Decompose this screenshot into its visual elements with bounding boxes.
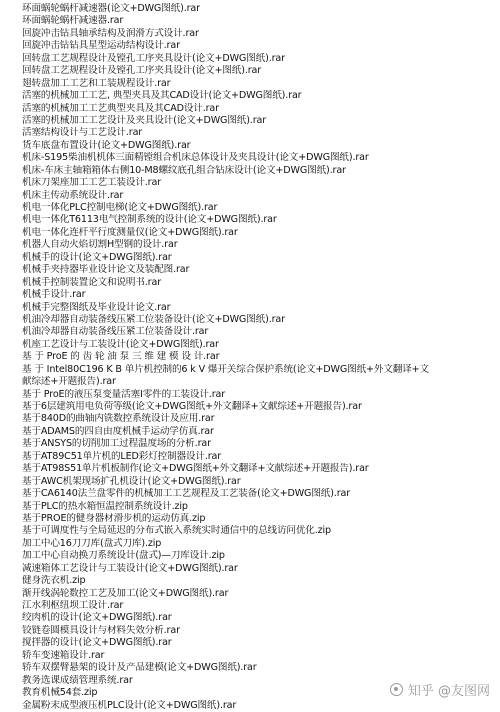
file-list (22, 3, 490, 712)
file-list-item: 机床-S195柴油机机体三面精镗组合机床总体设计及夹具设计(论文+DWG图纸).rar (22, 152, 369, 164)
file-list-item: 翅转盘加工工艺和工装规程设计.rar (22, 77, 171, 89)
file-list-item: 机械手夹持器毕业设计论文及装配图.rar (22, 264, 190, 276)
file-list-item: 献综述+开题报告).rar (22, 376, 116, 388)
file-list-item: 基于CA6140法兰盘零件的机械加工工艺规程及工艺装备(论文+DWG图纸).rar (22, 488, 351, 500)
file-list-item: 基于 ProE的液压泵变量活塞Ⅰ零件的工装设计.rar (22, 388, 226, 400)
file-list-item: 机器人自动火焰切割H型钢的设计.rar (22, 239, 178, 251)
file-list-item: 基于PROE的健身器材滑步机的运动仿真.zip (22, 512, 206, 524)
file-list-item: 江水利枢纽坝工设计.rar (22, 600, 124, 611)
file-list-item: 金属粉末成型液压机PLC设计(论文+DWG图纸).rar (22, 699, 237, 711)
file-list-item: 基于可调度性与全局延迟的分布式嵌入系统实时通信中的总线访问优化.zip (22, 525, 331, 537)
file-list-item: 机械手的设计(论文+DWG图纸).rar (22, 251, 172, 263)
file-list-item: 搅拌器的设计(论文+DWG图纸).rar (22, 637, 172, 649)
file-list-item: 基于840D的曲轴内铣数控系统设计及应用.rar (22, 413, 215, 425)
file-list-item: 绞肉机的设计(论文+DWG图纸).rar (22, 612, 172, 624)
file-list-item: 基于PLC的热水箱恒温控制系统设计.zip (22, 500, 188, 512)
watermark-text: 知乎 @友图网 (407, 684, 490, 699)
file-list-item: 基于AWC机架现场扩孔机设计(论文+DWG图纸).rar (22, 475, 241, 487)
file-list-item: 基 于 ProE 的 齿 轮 油 泵 三 维 建 模 设 计.rar (22, 351, 220, 363)
file-list-item: 环面蜗轮蜗杆减速器(论文+DWG图纸).rar (22, 3, 200, 14)
file-list-item: 加工中心自动换刀系统设计(盘式)—刀库设计.zip (22, 550, 225, 562)
magnifier-circle-icon (390, 683, 403, 696)
file-list-item: 轿车双摆臂悬架的设计及产品建模(论文+DWG图纸).rar (22, 662, 257, 674)
file-list-item: 基于ANSYS的切削加工过程温度场的分析.rar (22, 438, 211, 450)
file-list-item: 机床刀架座加工工艺工装设计.rar (22, 177, 161, 189)
file-list-item: 机械手完整图纸及毕业设计论文.rar (22, 301, 171, 313)
file-list-item: 货车底盘布置设计(论文+DWG图纸).rar (22, 139, 191, 151)
file-list-item: 教务选课成绩管理系统.rar (22, 674, 133, 686)
file-list-item: 加工中心16刀刀库(盘式刀库).zip (22, 537, 162, 549)
file-list-item: 基于6层建筑用电负荷等级(论文+DWG图纸+外文翻译+文献综述+开题报告).rar (22, 401, 362, 412)
file-list-item: 机床主传动系统设计.rar (22, 189, 124, 201)
file-list-item: 机械手设计.rar (22, 289, 86, 301)
file-list-item: 机油冷却器自动装备线压紧工位装备设计(论文+DWG图纸).rar (22, 313, 285, 325)
file-list-item: 基 于 Intel80C196 K B 单片机控制的6 k V 爆开关综合保护系统(论文+DWG图纸+外文翻译+文 (22, 363, 430, 375)
file-list-item: 机床-车床主轴箱箱体右侧10-M8螺纹底孔组合钻床设计(论文+DWG图纸).rar (22, 164, 346, 176)
file-list-item: 基于AT89C51单片机的LED彩灯控制器设计.rar (22, 450, 222, 462)
file-list-item: 机座工艺设计与工装设计(论文+DWG图纸).rar (22, 338, 219, 350)
file-list-item: 机电一体化PLC控制电梯(论文+DWG图纸).rar (22, 202, 218, 213)
file-list-item: 机电一体化连杆平行度测量仪(论文+DWG图纸).rar (22, 226, 238, 238)
file-list-item: 渐开线涡轮数控工艺及加工(论文+DWG图纸).rar (22, 587, 229, 599)
file-list-item: 轿车变速箱设计.rar (22, 649, 105, 661)
file-list-item: 教育机械54套.zip (22, 687, 98, 699)
file-list-item: 环面蜗轮蜗杆减速器.rar (22, 15, 124, 27)
file-list-item: 活塞的机械加工工艺典型夹具及其CAD设计.rar (22, 102, 219, 114)
file-list-item: 回旋冲击钻钻具星型运动结构设计.rar (22, 40, 180, 52)
file-list-item: 活塞的机械加工工艺, 典型夹具及其CAD设计(论文+DWG图纸).rar (22, 90, 302, 102)
file-list-item: 回转盘工艺规程设计及镗孔工序夹具设计(论文+DWG图纸).rar (22, 52, 285, 64)
file-list-item: 活塞的机械加工工艺设计及夹具设计(论文+DWG图纸).rar (22, 114, 267, 126)
file-list-item: 铰链卷圆模具设计与材料失效分析.rar (22, 624, 180, 636)
file-list-item: 活塞结构设计与工艺设计.rar (22, 127, 143, 139)
file-list-item: 回转盘工艺规程设计及镗孔工序夹具设计(论文+图纸).rar (22, 65, 262, 77)
file-list-item: 减速箱体工艺设计与工装设计(论文+DWG图纸).rar (22, 562, 238, 574)
file-list-item: 机械手控制装置论文和说明书.rar (22, 276, 161, 288)
file-list-item: 基于ADAMS的四自由度机械手运动学仿真.rar (22, 425, 214, 437)
watermark (390, 680, 490, 699)
file-list-item: 机油冷却器自动装备线压紧工位装备设计.rar (22, 326, 209, 338)
file-list-item: 回旋冲击钻具轴承结构及润滑方式设计.rar (22, 27, 199, 39)
file-list-item: 基于AT98S51单片机板制作(论文+DWG图纸+外文翻译+文献综述+开题报告).rar (22, 463, 369, 475)
file-list-item: 机电一体化T6113电气控制系统的设计(论文+DWG图纸).rar (22, 214, 277, 226)
file-list-item: 健身洗衣机.zip (22, 575, 86, 587)
